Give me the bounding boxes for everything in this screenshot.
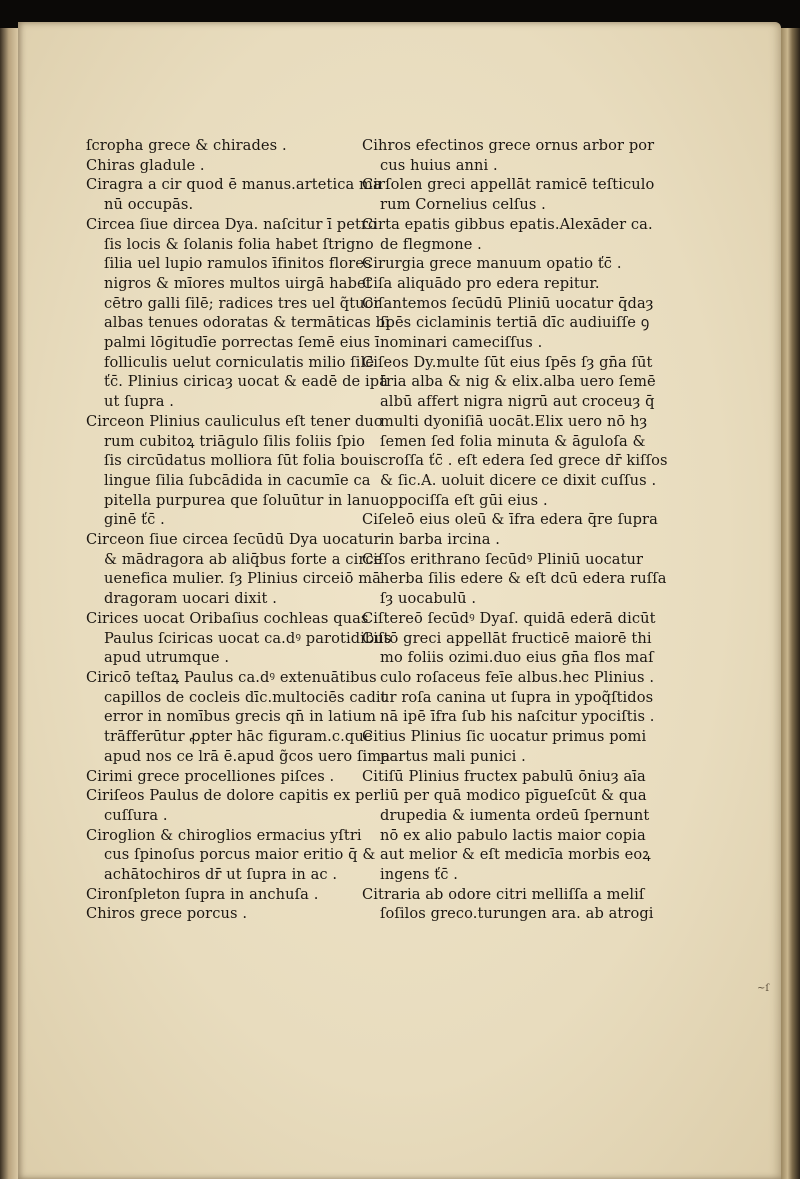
entry-continuation: herba ſilis edere & eſt dcū edera ruſſa bbox=[380, 570, 667, 588]
entry-continuation: cus huius anni . bbox=[380, 156, 498, 174]
entry-continuation: cētro galli ſilē; radices tres uel q̃tuor bbox=[104, 294, 381, 312]
entry-continuation: de flegmone . bbox=[380, 235, 482, 253]
entry-headline: Ciſantemos ſecūdū Pliniū uocatur q̄daȝ bbox=[362, 294, 654, 312]
entry-continuation: & mādragora ab aliq̄bus forte a circe bbox=[104, 550, 383, 568]
entry bbox=[86, 767, 356, 787]
page-edge-right bbox=[781, 28, 800, 1179]
entry bbox=[86, 885, 356, 905]
entry-headline: Circeon ſiue circea ſecūdū Dya uocatur bbox=[86, 531, 381, 549]
entry-continuation: liū per quā modico pīgueſcūt & qua bbox=[380, 787, 647, 805]
entry-headline: Ciſeleō eius oleū & īfra edera q̄re ſupra bbox=[362, 511, 658, 529]
entry-continuation: cus ſpinoſus porcus maior eritio q̄ & bbox=[104, 846, 376, 864]
entry-continuation: trāfferūtur ꝓpter hāc figuram.c.que bbox=[104, 728, 373, 746]
entry-headline: Citius Plinius ſic uocatur primus pomi bbox=[362, 728, 647, 746]
entry-continuation: palmi lōgitudīe porrectas ſemē eius ī bbox=[104, 334, 380, 352]
entry-continuation: ingens ťc̄ . bbox=[380, 866, 458, 884]
entry-continuation: cuſſura . bbox=[104, 806, 168, 824]
entry-continuation: Paulus ſciricas uocat ca.dꝰ parotidibus bbox=[104, 629, 392, 647]
entry-headline: Chiras gladule . bbox=[86, 156, 205, 174]
entry-continuation: ſis locis & ſolanis folia habet ſtrigno bbox=[104, 235, 374, 253]
entry-continuation: oppociſſa eſt gūi eius . bbox=[380, 491, 548, 509]
right-column bbox=[362, 136, 668, 924]
entry bbox=[362, 727, 647, 766]
entry-headline: ſcropha grece & chirades . bbox=[86, 137, 287, 154]
entry-continuation: lingue ſilia ſubcādida in cacumīe ca bbox=[104, 471, 371, 489]
entry bbox=[362, 136, 655, 175]
entry-continuation: partus mali punici . bbox=[380, 747, 526, 765]
entry-continuation: multi dyoniſiā uocāt.Elix uero nō hȝ bbox=[380, 412, 648, 430]
entry bbox=[362, 629, 655, 728]
entry bbox=[86, 175, 382, 214]
left-column bbox=[86, 136, 392, 924]
entry-continuation: uenefica mulier. ſȝ Plinius circeiō mā bbox=[104, 570, 381, 588]
entry-headline: Cirurgia grece manuum opatio ťc̄ . bbox=[362, 255, 622, 273]
entry-continuation: capillos de cocleis dīc.multociēs cadit bbox=[104, 688, 387, 706]
entry-headline: Citraria ab odore citri melliſſa a meliſ bbox=[362, 885, 645, 903]
entry-headline: Circea ſiue dircea Dya. naſcitur ī petro bbox=[86, 215, 377, 233]
margin-mark: ~ſ bbox=[757, 983, 770, 994]
entry-continuation: dragoram uocari dixit . bbox=[104, 590, 277, 608]
entry-headline: Ciſa aliquādo pro edera repitur. bbox=[362, 274, 600, 292]
entry-continuation: ſȝ uocabulū . bbox=[380, 590, 477, 608]
entry-continuation: achātochiros dr̄ ut ſupra in ac . bbox=[104, 866, 338, 884]
entry bbox=[362, 510, 658, 549]
entry-headline: Cirices uocat Oribaſius cochleas quas bbox=[86, 609, 369, 627]
entry bbox=[362, 609, 656, 629]
entry-continuation: nigros & mīores multos uirgā habet bbox=[104, 274, 372, 292]
entry-continuation: rum cubitoꝝ triāgulo ſilis foliis ſpio bbox=[104, 432, 366, 450]
entry-headline: Citiſū Plinius fructex pabulū ōniuȝ aīa bbox=[362, 767, 646, 785]
entry-continuation: apud utrumque . bbox=[104, 649, 230, 667]
entry bbox=[362, 353, 668, 511]
entry bbox=[86, 786, 381, 825]
entry bbox=[86, 904, 356, 924]
entry bbox=[362, 254, 632, 274]
entry-continuation: ſilia uel lupio ramulos īfinitos flores bbox=[104, 255, 372, 273]
entry-headline: Chiros grece porcus . bbox=[86, 905, 248, 923]
entry-continuation: & ſic.A. uoluit dicere ce dixit cuſſus . bbox=[380, 471, 657, 489]
entry-continuation: nominari cameciſſus . bbox=[380, 334, 543, 352]
entry-continuation: pitella purpurea que ſoluūtur in lanu bbox=[104, 491, 380, 509]
entry-headline: Ciroglion & chiroglios ermacius yſtri bbox=[86, 826, 362, 844]
entry-continuation: tria alba & nig & elix.alba uero ſemē bbox=[380, 373, 656, 391]
entry bbox=[362, 767, 651, 885]
entry-continuation: ſoſilos greco.turungen ara. ab atrogi bbox=[380, 905, 654, 923]
entry bbox=[86, 215, 390, 412]
entry-headline: Ciriſeos Paulus de dolore capitis ex per bbox=[86, 787, 381, 805]
entry-continuation: ur roſa canina ut ſupra in ypoq̃ſtidos bbox=[380, 688, 654, 706]
entry-continuation: ťc̄. Plinius ciricaȝ uocat & eadē de ipā bbox=[104, 373, 389, 391]
entry-headline: Ciricō teſtaꝝ Paulus ca.dꝰ extenuātibus bbox=[86, 668, 377, 686]
entry-headline: Ciſtereō ſecūdꝰ Dyaſ. quidā ederā dicūt bbox=[362, 609, 656, 627]
entry-headline: Ciſſos erithrano ſecūdꝰ Pliniū uocatur bbox=[362, 550, 644, 568]
entry-headline: Circeon Plinius cauliculus eſt tener duo bbox=[86, 412, 383, 430]
entry-headline: Ciſeos Dy.multe ſūt eius ſpēs ſȝ gn̄a ſūt bbox=[362, 353, 653, 371]
entry-continuation: mo foliis ozimi.duo eius gn̄a flos maſ bbox=[380, 649, 654, 667]
entry bbox=[86, 826, 376, 885]
entry bbox=[86, 609, 392, 668]
entry-continuation: croſſa ťc̄ . eſt edera ſed grece dr̄ kiſſos bbox=[380, 452, 668, 470]
entry-continuation: ut ſupra . bbox=[104, 393, 174, 411]
entry-headline: Ciſtō greci appellāt fructicē maiorē thi bbox=[362, 629, 652, 647]
entry-continuation: error in nomībus grecis qn̄ in latium bbox=[104, 708, 377, 726]
entry-continuation: nā ipē īfra ſub his naſcitur ypociſtis . bbox=[380, 708, 655, 726]
entry bbox=[362, 294, 654, 353]
entry-continuation: ſpēs ciclaminis tertiā dīc audiuiſſe ꝯ bbox=[380, 314, 650, 332]
entry-headline: Cirimi grece procelliones piſces . bbox=[86, 767, 335, 785]
entry-continuation: folliculis uelut corniculatis milio ſilē bbox=[104, 353, 375, 371]
entry-continuation: rum Cornelius celſus . bbox=[380, 196, 546, 214]
entry-headline: Ciragra a cir quod ē manus.artetica ma bbox=[86, 176, 382, 194]
entry-continuation: ſis circūdatus molliora ſūt folia bouis bbox=[104, 452, 381, 470]
entry bbox=[86, 668, 391, 767]
entry-continuation: culo roſaceus feīe albus.hec Plinius . bbox=[380, 668, 655, 686]
entry-continuation: drupedia & iumenta ordeū ſpernunt bbox=[380, 806, 650, 824]
entry bbox=[362, 885, 654, 924]
entry bbox=[86, 136, 356, 156]
entry-headline: Cirta epatis gibbus epatis.Alexāder ca. bbox=[362, 215, 653, 233]
entry bbox=[362, 215, 653, 254]
entry-headline: Cirſolen greci appellāt ramicē teſticulo bbox=[362, 176, 655, 194]
entry-continuation: aut melior & eſt medicīa morbis eoꝝ bbox=[380, 846, 651, 864]
entry bbox=[86, 412, 383, 530]
entry-continuation: albū affert nigra nigrū aut croceuȝ q̄ bbox=[380, 393, 655, 411]
entry-continuation: nū occupās. bbox=[104, 196, 194, 214]
entry bbox=[86, 156, 356, 176]
entry-continuation: ginē ťc̄ . bbox=[104, 511, 165, 529]
entry bbox=[362, 274, 632, 294]
entry-headline: Cironſpleton ſupra in anchuſa . bbox=[86, 885, 319, 903]
entry-headline: Cihros efectinos grece ornus arbor por bbox=[362, 137, 655, 154]
entry bbox=[362, 550, 667, 609]
entry bbox=[86, 530, 383, 609]
entry bbox=[362, 175, 655, 214]
entry-continuation: albas tenues odoratas & termāticas bi bbox=[104, 314, 390, 332]
entry-continuation: apud nos ce lrā ē.apud g̃cos uero ſima bbox=[104, 747, 391, 765]
entry-continuation: nō ex alio pabulo lactis maior copia bbox=[380, 826, 646, 844]
entry-continuation: in barba ircina . bbox=[380, 531, 500, 549]
entry-continuation: ſemen ſed folia minuta & āguloſa & bbox=[380, 432, 646, 450]
